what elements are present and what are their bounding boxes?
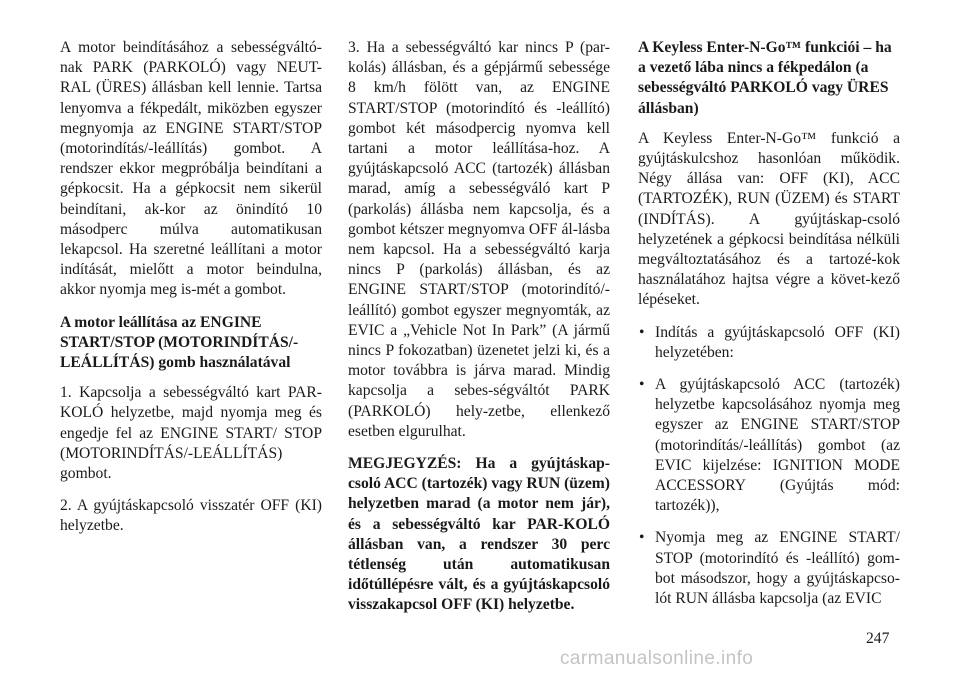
bullet-list <box>638 323 900 610</box>
paragraph-engine-start: A motor beindításához a sebességváltó-nak PARK (PARKOLÓ) vagy NEUT-RAL (ÜRES) állásban kell lennie. Tartsa lenyomva a fékpedált, miközben egyszer megnyomja az ENGINE START/STOP (motorindítás/-leállítás) gombot. A rendszer ekkor megpróbálja beindítani a gépkocsit. Ha a gépkocsit nem sikerül beindítani, ak-kor az önindító 10 másodperc múlva automatikusan lekapcsol. Ha szeretné leállítani a motor indítását, mielőtt a motor beindulna, akkor nyomja meg is-mét a gombot. <box>60 39 322 299</box>
text-column-right <box>638 38 900 621</box>
section-heading-keyless: A Keyless Enter-N-Go™ funkciói – ha a vezető lába nincs a fékpedálon (a sebességváltó PARKOLÓ vagy ÜRES állásban) <box>638 39 892 117</box>
paragraph-keyless-intro: A Keyless Enter-N-Go™ funkció a gyújtáskulcshoz hasonlóan működik. Négy állása van: OFF (KI), ACC (TARTOZÉK), RUN (ÜZEM) és START (INDÍTÁS). A gyújtáskap-csoló helyzetének a gépkocsi beindítása nélküli megváltoztatásához és a tartozé-kok használatához hajtsa végre a követ-kező lépéseket. <box>638 129 900 309</box>
note-paragraph: MEGJEGYZÉS: Ha a gyújtáskap-csoló ACC (tartozék) vagy RUN (üzem) helyzetben marad (a motor nem jár), és a sebességváltó kar PAR-KOLÓ állásban van, a rendszer 30 perc tétlenség után automatikusan időtúllépésre vált, és a gyújtáskapcsoló visszakapcsol OFF (KI) helyzetbe. <box>348 455 610 614</box>
paragraph-step-3: 3. Ha a sebességváltó kar nincs P (par-kolás) állásban, és a gépjármű sebessége 8 km/h fölött van, az ENGINE START/STOP (motorindító és -leállító) gombot két másodpercig nyomva kell tartani a motor leállítása-hoz. A gyújtáskapcsoló ACC (tartozék) állásban marad, amíg a sebességváló kart P (parkolás) állásba nem kapcsolja, és a gombot kétszer megnyomva OFF ál-lásba nem kapcsol. Ha a sebességváltó karja nincs P (parkolás) állásban, és az ENGINE START/STOP (motorindító/-leállító) gombot egyszer megnyomták, az EVIC a „Vehicle Not In Park” (A jármű nincs P fokozatban) üzenetet jelzi ki, és a motor továbbra is járva marad. Mindig kapcsolja a sebes-ségváltót PARK (PARKOLÓ) hely-zetbe, ellenkező esetben elgurulhat. <box>348 39 610 440</box>
section-heading-engine-stop: A motor leállítása az ENGINE START/STOP (MOTORINDÍTÁS/-LEÁLLÍTÁS) gomb használatával <box>60 313 299 372</box>
watermark: carmanualsonline.info <box>560 648 754 669</box>
page-number: 247 <box>866 630 890 647</box>
bullet-item: • A gyújtáskapcsoló ACC (tartozék) helyzetbe kapcsolásához nyomja meg egyszer az ENGINE START/STOP (motorindítás/-leállítás) gombot (az EVIC kijelzése: IGNITION MODE ACCESSORY (Gyújtás mód: tartozék)), <box>638 375 900 516</box>
text-column-left <box>60 38 322 549</box>
bullet-item: • Indítás a gyújtáskapcsoló OFF (KI) helyzetében: <box>638 323 900 363</box>
bullet-item: • Nyomja meg az ENGINE START/ STOP (motorindító és -leállító) gom-bot másodszor, hogy a gyújtáskapcso-lót RUN állásba kapcsolja (az EVIC <box>638 528 900 609</box>
paragraph-step-1: 1. Kapcsolja a sebességváltó kart PAR-KOLÓ helyzetbe, majd nyomja meg és engedje fel az ENGINE START/ STOP (MOTORINDÍTÁS/-LEÁLLÍTÁS) gombot. <box>60 384 322 483</box>
text-column-middle <box>348 38 610 628</box>
paragraph-step-2: 2. A gyújtáskapcsoló visszatér OFF (KI) helyzetbe. <box>60 497 322 535</box>
